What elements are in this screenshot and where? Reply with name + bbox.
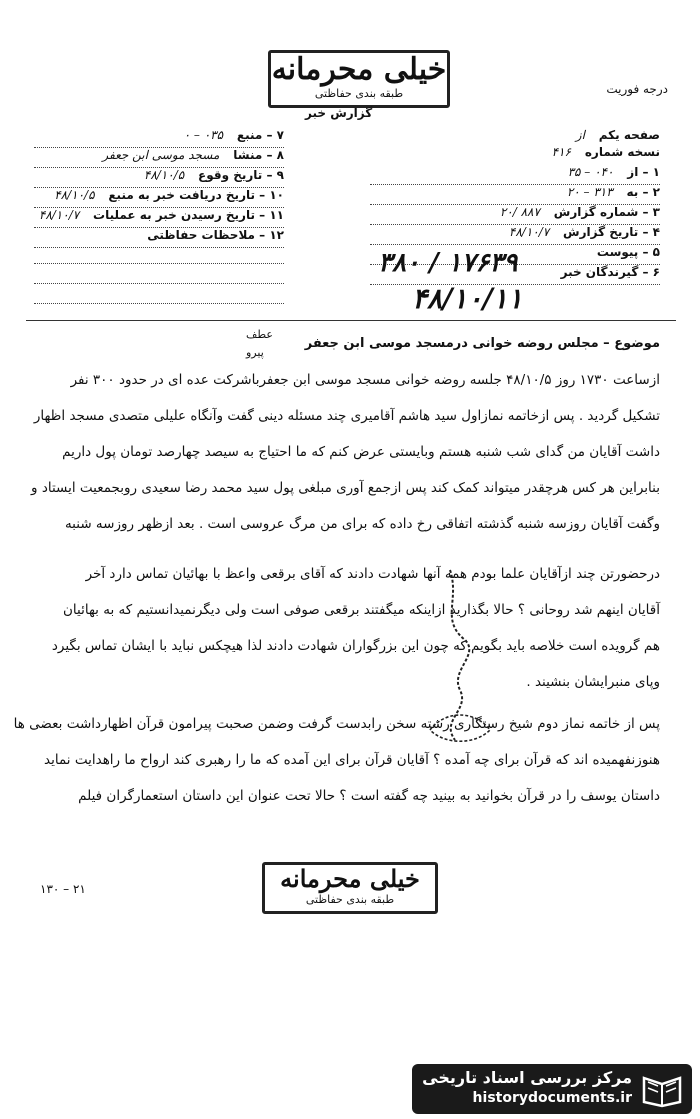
meta-copy-value: ۴۱۶: [551, 145, 571, 159]
stamp-subtitle: طبقه بندی حفاظتی: [314, 87, 404, 100]
body-line: بنابراین هر کس هرچقدر میتواند کمک کند پس ازجمع آوری مبلغی پول سید محمد رضا سعیدی روبجمعیت ایستاد و: [31, 480, 660, 496]
body-line: ازساعت ۱۷۳۰ روز ۴۸/۱۰/۵ جلسه روضه خوانی مسجد موسی ابن جعفرباشرکت عده ای در حدود ۳۰۰ نفر: [70, 372, 660, 388]
field-from-label: ۱ – از: [627, 165, 660, 179]
footer-stamp-subtitle: طبقه بندی حفاظتی: [305, 893, 395, 906]
footer-classification-stamp: [262, 862, 438, 914]
field-report-number-label: ۳ – شماره گزارش: [553, 205, 660, 219]
followup-label: پیرو: [246, 346, 264, 359]
classification-stamp: [268, 50, 450, 108]
stamp-title: خیلی محرمانه: [271, 52, 447, 87]
book-logo-icon: [640, 1070, 684, 1108]
meta-copy-label: نسخه شماره: [584, 145, 660, 159]
blank-line: [34, 282, 284, 284]
field-origin: [34, 148, 284, 168]
handwritten-number: ۱۷۶۳۹ / ۳۸۰: [378, 248, 518, 278]
field-recipients-label: ۶ – گیرندگان خبر: [560, 265, 660, 279]
body-line: تشکیل گردید . پس ازخاتمه نمازاول سید هاشم آقامیری چند مسئله دینی گفت وآنگاه علیلی متصدی مسجد اظهار: [33, 408, 660, 424]
field-security-notes: [34, 228, 284, 248]
field-source: [34, 128, 284, 148]
meta-page-label: صفحه یکم: [598, 128, 660, 142]
blank-line: [34, 262, 284, 264]
source-fields: [34, 128, 284, 248]
field-from: [370, 165, 660, 185]
field-attachment-label: ۵ – پیوست: [596, 245, 660, 259]
field-to-label: ۲ – به: [626, 185, 660, 199]
subject: موضوع – مجلس روضه خوانی درمسجد موسی ابن جعفر: [304, 336, 660, 351]
watermark: [412, 1064, 692, 1114]
urgency-label: درجه فوریت: [606, 82, 668, 96]
field-security-notes-label: ۱۲ – ملاحظات حفاظتی: [147, 228, 284, 242]
body-line: هنوزنفهمیده اند که قرآن برای چه آمده ؟ آقایان قرآن برای این آمده که ما را رهبری کند ارواح ما راهدایت نماید: [44, 752, 660, 768]
field-report-date-value: ۴۸/۱۰/۷: [508, 225, 550, 239]
field-report-date-label: ۴ – تاریخ گزارش: [563, 225, 660, 239]
body-line: آقایان اینهم شد روحانی ؟ حالا بگذارید ازاینکه میگفتند برقعی صوفی است ولی دیگرنمیدانستیم که به بهائیان: [62, 602, 660, 618]
field-operations-date-label: ۱۱ – تاریخ رسیدن خبر به عملیات: [93, 208, 284, 222]
field-operations-date-value: ۴۸/۱۰/۷: [38, 208, 80, 222]
field-origin-value: مسجد موسی ابن جعفر: [102, 148, 220, 162]
report-label: گزارش خبر: [305, 106, 373, 120]
field-received-date-label: ۱۰ – تاریخ دریافت خبر به منبع: [108, 188, 284, 202]
footer-stamp-title: خیلی محرمانه: [280, 864, 420, 893]
meta-page-value: از: [575, 128, 585, 142]
handwritten-date: ۴۸/۱۰/۱۱: [412, 282, 523, 315]
field-report-date: [370, 225, 660, 245]
field-operations-date: [34, 208, 284, 228]
meta-copy: [552, 145, 660, 159]
watermark-title: مرکز بررسی اسناد تاریخی: [422, 1068, 632, 1087]
field-occurrence-date-value: ۴۸/۱۰/۵: [143, 168, 185, 182]
field-to: [370, 185, 660, 205]
divider: [26, 320, 676, 321]
signature-scribble: [420, 560, 500, 760]
body-line: هم گرویده است خلاصه باید بگویم که چون این بزرگواران شهادت دادند لذا هیچکس نباید با ایشان تماس بگیرد: [51, 638, 660, 654]
field-origin-label: ۸ – منشا: [233, 148, 284, 162]
body-line: درحضورتن چند ازآقایان علما بودم همه آنها شهادت دادند که آقای برقعی واعظ با بهائیان تماس دارد آخر: [85, 566, 660, 582]
watermark-url: historydocuments.ir: [472, 1090, 632, 1106]
blank-line: [34, 302, 284, 304]
field-received-date: [34, 188, 284, 208]
meta-page: [576, 128, 660, 142]
body-line: وگفت آقایان روزسه شنبه گذشته اتفاقی رخ داده که برای من مرگ عروسی است . بعد ازظهر روزسه شنبه: [64, 516, 660, 532]
field-occurrence-date: [34, 168, 284, 188]
field-received-date-value: ۴۸/۱۰/۵: [54, 188, 95, 202]
body-line: داستان یوسف را در قرآن بخوانید به بینید چه گفته است ؟ حالا تحت عنوان این داستان استعمارگران فیلم: [78, 788, 660, 804]
field-report-number: [370, 205, 660, 225]
body-line: داشت آقایان من گدای شب شنبه هستم وبایستی عرض کنم که ما احتیاج به سیصد چهارصد تومان پول داریم: [62, 444, 660, 460]
body-line: وپای منبرایشان بنشیند .: [526, 674, 660, 690]
field-report-number-value: ۸۸۷ /۲۰: [499, 205, 540, 219]
report-body: [13, 370, 660, 822]
field-source-label: ۷ – منبع: [236, 128, 284, 142]
reference-label: عطف: [246, 328, 273, 341]
form-code: ۲۱ – ۱۳۰: [40, 882, 86, 896]
field-occurrence-date-label: ۹ – تاریخ وقوع: [198, 168, 284, 182]
field-to-value: ۳۱۳ – ۲۰: [566, 185, 613, 199]
field-source-value: ۰۳۵ – ۰: [183, 128, 224, 142]
body-line: پس از خاتمه نماز دوم شیخ رستگاری رشته سخن رابدست گرفت وضمن صحبت پیرامون قرآن اظهارداشت بعضی ها: [13, 716, 660, 732]
field-from-value: ۰۴۰ – ۳۵: [567, 165, 614, 179]
